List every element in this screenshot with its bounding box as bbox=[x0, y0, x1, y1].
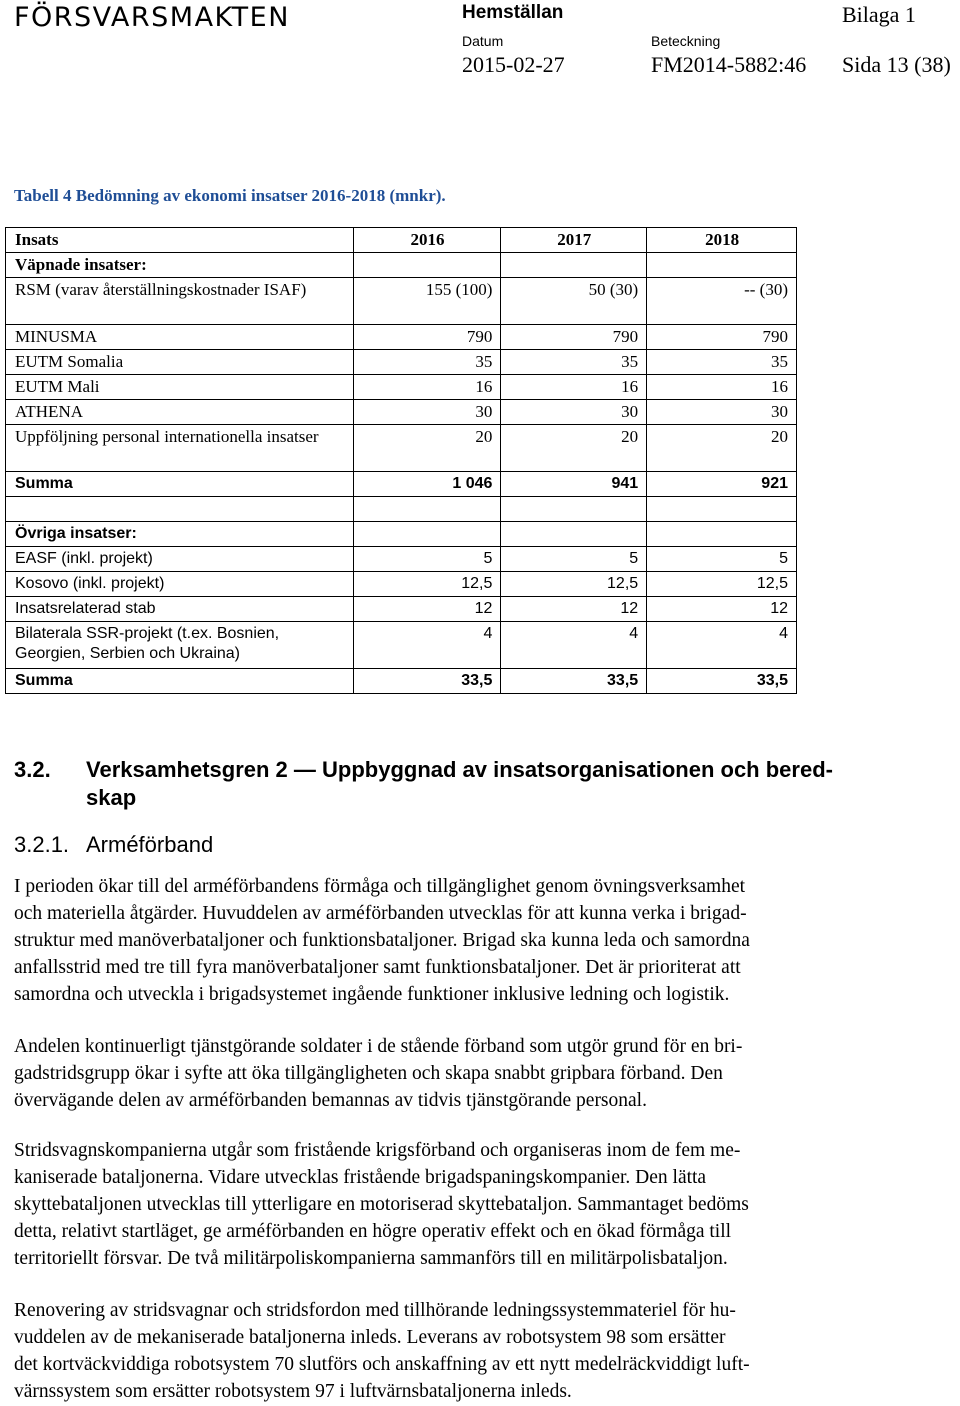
cell-2018: 35 bbox=[647, 350, 797, 375]
row-label: Uppföljning personal internationella insatser bbox=[6, 425, 354, 472]
cell-2017: 5 bbox=[501, 547, 647, 572]
table-row bbox=[6, 622, 797, 669]
cell-2018: 4 bbox=[647, 622, 797, 669]
paragraph-line: vuddelen av de mekaniserade bataljonerna inleds. Leverans av robotsystem 98 som ersätter bbox=[14, 1327, 726, 1348]
section-title-line: skap bbox=[86, 785, 137, 810]
cell-2016: 790 bbox=[353, 325, 501, 350]
blank-row bbox=[6, 497, 797, 522]
cell-2017: 50 (30) bbox=[501, 278, 647, 325]
table-row bbox=[6, 278, 797, 325]
cell-2018: 12 bbox=[647, 597, 797, 622]
section-title-row bbox=[6, 253, 797, 278]
table-row bbox=[6, 375, 797, 400]
cell-2018: 5 bbox=[647, 547, 797, 572]
sum-label: Summa bbox=[6, 669, 354, 694]
section-title: Övriga insatser: bbox=[6, 522, 354, 547]
cell-2018: 16 bbox=[647, 375, 797, 400]
date-label: Datum bbox=[462, 33, 504, 49]
paragraph-line: anfallsstrid med tre till fyra manöverbataljoner samt funktionsbataljoner. Det är prioriterat att bbox=[14, 957, 741, 978]
sum-row bbox=[6, 472, 797, 497]
sum-2016: 33,5 bbox=[353, 669, 501, 694]
cell-2017: 4 bbox=[501, 622, 647, 669]
paragraph-line: I perioden ökar till del arméförbandens förmåga och tillgänglighet genom övningsverksamhet bbox=[14, 876, 746, 897]
table-caption: Tabell 4 Bedömning av ekonomi insatser 2016-2018 (mnkr). bbox=[14, 186, 446, 205]
column-header: 2017 bbox=[501, 228, 647, 253]
cell-2017: 12,5 bbox=[501, 572, 647, 597]
cell-2016: 12,5 bbox=[353, 572, 501, 597]
org-logo: FÖRSVARSMAKTEN bbox=[14, 2, 290, 33]
page-number: Sida 13 (38) bbox=[842, 52, 951, 77]
cell-2017: 16 bbox=[501, 375, 647, 400]
paragraph-line: det kortväckviddiga robotsystem 70 slutförs och anskaffning av ett nytt medelräckviddigt luft- bbox=[14, 1354, 750, 1375]
cell-2016: 12 bbox=[353, 597, 501, 622]
sum-2016: 1 046 bbox=[353, 472, 501, 497]
table-row bbox=[6, 597, 797, 622]
cell-2017: 20 bbox=[501, 425, 647, 472]
section-title-row bbox=[6, 522, 797, 547]
section-number: 3.2. bbox=[14, 757, 51, 782]
column-header: 2016 bbox=[353, 228, 501, 253]
row-label: EUTM Somalia bbox=[6, 350, 354, 375]
section-title bbox=[86, 756, 886, 812]
paragraph-line: gadstridsgrupp ökar i syfte att öka tillgängligheten och skapa snabbt gripbara förband. Den bbox=[14, 1063, 723, 1084]
economy-table bbox=[5, 227, 797, 694]
row-label: Kosovo (inkl. projekt) bbox=[6, 572, 354, 597]
paragraph-line: övervägande delen av arméförbanden bemannas av tidvis tjänstgörande personal. bbox=[14, 1090, 647, 1111]
cell-2016: 4 bbox=[353, 622, 501, 669]
cell-2017: 35 bbox=[501, 350, 647, 375]
paragraph-line: territoriellt försvar. De två militärpoliskompanierna sammanförs till en militärpolisbataljon. bbox=[14, 1248, 728, 1269]
sum-label: Summa bbox=[6, 472, 354, 497]
row-label: EASF (inkl. projekt) bbox=[6, 547, 354, 572]
column-header: Insats bbox=[6, 228, 354, 253]
cell-2018: -- (30) bbox=[647, 278, 797, 325]
sum-2018: 33,5 bbox=[647, 669, 797, 694]
cell-2017: 12 bbox=[501, 597, 647, 622]
attachment-label: Bilaga 1 bbox=[842, 2, 916, 27]
document-type: Hemställan bbox=[462, 2, 564, 23]
paragraph-line: och materiella åtgärder. Huvuddelen av arméförbanden utvecklas för att kunna verka i brigad- bbox=[14, 903, 747, 924]
column-header: 2018 bbox=[647, 228, 797, 253]
table-row bbox=[6, 325, 797, 350]
sum-2017: 941 bbox=[501, 472, 647, 497]
cell-2016: 35 bbox=[353, 350, 501, 375]
table-row bbox=[6, 400, 797, 425]
section-title: Väpnade insatser: bbox=[6, 253, 354, 278]
row-label: ATHENA bbox=[6, 400, 354, 425]
cell-2016: 5 bbox=[353, 547, 501, 572]
table-row bbox=[6, 425, 797, 472]
section-title-line: Verksamhetsgren 2 — Uppbyggnad av insatsorganisationen och bered- bbox=[86, 757, 833, 782]
table-row bbox=[6, 547, 797, 572]
paragraph-line: värnssystem som ersätter robotsystem 97 i luftvärnsbataljonerna inleds. bbox=[14, 1381, 572, 1402]
paragraph-line: skyttebataljonen utvecklas till ytterligare en motoriserad skyttebataljon. Sammantaget bedöms bbox=[14, 1194, 749, 1215]
paragraph-line: Renovering av stridsvagnar och stridsfordon med tillhörande ledningssystemmateriel för hu- bbox=[14, 1300, 736, 1321]
paragraph-line: Stridsvagnskompanierna utgår som fristående krigsförband och organiseras inom de fem me- bbox=[14, 1140, 741, 1161]
row-label: MINUSMA bbox=[6, 325, 354, 350]
cell-2017: 30 bbox=[501, 400, 647, 425]
cell-2018: 12,5 bbox=[647, 572, 797, 597]
paragraph-line: detta, relativt startläget, ge arméförbanden en högre operativ effekt och en ökad förmåga till bbox=[14, 1221, 732, 1242]
body-paragraph bbox=[14, 1137, 914, 1272]
cell-2018: 20 bbox=[647, 425, 797, 472]
paragraph-line: samordna och utveckla i brigadsystemet ingående funktioner inklusive ledning och logistik. bbox=[14, 984, 730, 1005]
table-header-row bbox=[6, 228, 797, 253]
table-row bbox=[6, 572, 797, 597]
paragraph-line: Andelen kontinuerligt tjänstgörande soldater i de stående förband som utgör grund för en bri- bbox=[14, 1036, 743, 1057]
paragraph-line: struktur med manöverbataljoner och funktionsbataljoner. Brigad ska kunna leda och samordna bbox=[14, 930, 750, 951]
sum-2017: 33,5 bbox=[501, 669, 647, 694]
reference-label: Beteckning bbox=[651, 33, 721, 49]
row-label: EUTM Mali bbox=[6, 375, 354, 400]
subsection-title: Arméförband bbox=[86, 832, 214, 857]
cell-2018: 30 bbox=[647, 400, 797, 425]
row-label: Insatsrelaterad stab bbox=[6, 597, 354, 622]
cell-2016: 30 bbox=[353, 400, 501, 425]
cell-2016: 20 bbox=[353, 425, 501, 472]
subsection-number: 3.2.1. bbox=[14, 832, 70, 857]
document-date: 2015-02-27 bbox=[462, 52, 565, 77]
sum-row bbox=[6, 669, 797, 694]
row-label: Bilaterala SSR-projekt (t.ex. Bosnien, Georgien, Serbien och Ukraina) bbox=[6, 622, 354, 669]
body-paragraph bbox=[14, 1297, 914, 1405]
table-row bbox=[6, 350, 797, 375]
row-label: RSM (varav återställningskostnader ISAF) bbox=[6, 278, 354, 325]
cell-2016: 16 bbox=[353, 375, 501, 400]
cell-2017: 790 bbox=[501, 325, 647, 350]
body-paragraph bbox=[14, 873, 914, 1008]
document-reference: FM2014-5882:46 bbox=[651, 52, 807, 77]
sum-2018: 921 bbox=[647, 472, 797, 497]
cell-2018: 790 bbox=[647, 325, 797, 350]
cell-2016: 155 (100) bbox=[353, 278, 501, 325]
body-paragraph bbox=[14, 1033, 914, 1114]
paragraph-line: kaniserade bataljonerna. Vidare utvecklas fristående brigadspaningskompanier. Den lätta bbox=[14, 1167, 707, 1188]
